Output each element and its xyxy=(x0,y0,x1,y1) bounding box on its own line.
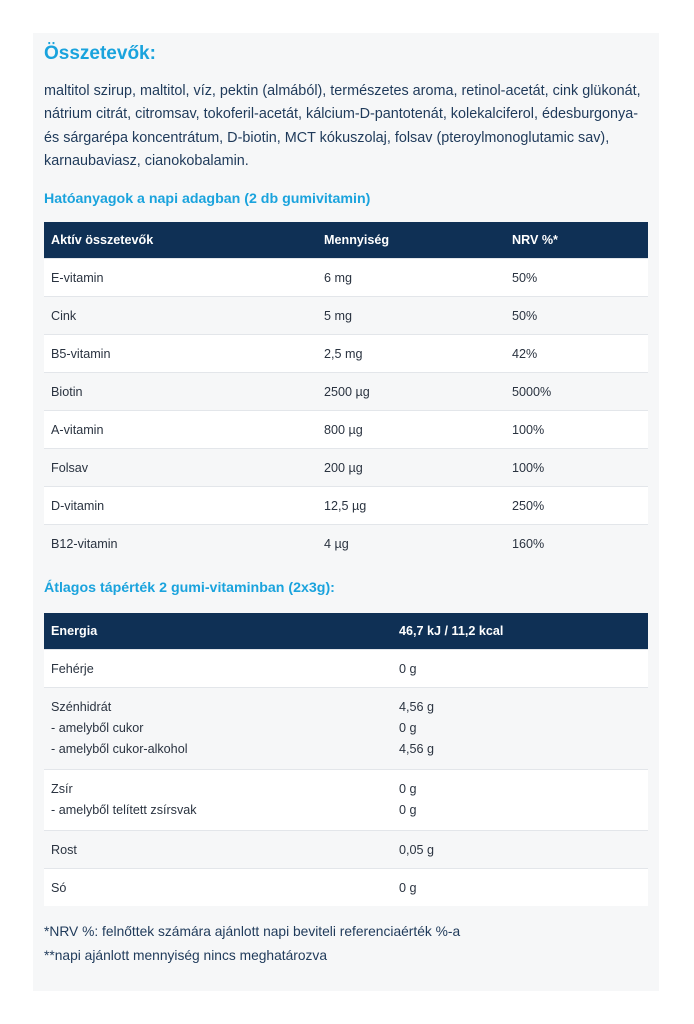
nutrient-label-line: Só xyxy=(51,880,67,895)
table-row xyxy=(44,373,648,411)
nutrient-label-line: - amelyből cukor xyxy=(51,721,144,736)
table-header-row xyxy=(44,222,648,259)
table-row xyxy=(44,259,648,297)
nutrient-value-line: 0 g xyxy=(399,803,417,818)
nutrient-label xyxy=(44,650,392,688)
footnote-nrv: *NRV %: felnőttek számára ajánlott napi beviteli referenciaérték %-a xyxy=(44,924,461,940)
nutrient-label xyxy=(44,770,392,831)
nutrient-value xyxy=(392,770,648,831)
nutrition-table xyxy=(44,613,648,906)
ingredient-name: A-vitamin xyxy=(44,411,317,449)
ingredient-nrv: 100% xyxy=(505,411,648,449)
nutrient-value-line: 4,56 g xyxy=(399,700,435,715)
nutrient-label-line: - amelyből telített zsírsvak xyxy=(51,803,197,818)
ingredient-quantity: 6 mg xyxy=(317,259,505,297)
table-row xyxy=(44,335,648,373)
energy-value: 46,7 kJ / 11,2 kcal xyxy=(392,613,648,650)
footnotes xyxy=(44,920,648,968)
ingredient-nrv: 100% xyxy=(505,449,648,487)
ingredient-name: Cink xyxy=(44,297,317,335)
ingredient-name: B5-vitamin xyxy=(44,335,317,373)
table-row xyxy=(44,688,648,770)
ingredients-text: maltitol szirup, maltitol, víz, pektin (almából), természetes aroma, retinol-acetát, cink glükonát, nátrium citrát, citromsav, tokoferil-acetát, kálcium-D-pantotenát, kolekalciferol, édesburgonya- és sárgarépa koncentrátum, D-biotin, MCT kókuszolaj, folsav (pteroylmonoglutamic sav), karnaubaviasz, cianokobalamin. xyxy=(44,83,641,169)
ingredient-quantity: 2500 µg xyxy=(317,373,505,411)
column-header-ingredient: Aktív összetevők xyxy=(44,222,317,259)
active-ingredients-table xyxy=(44,222,648,562)
active-ingredients-heading: Hatóanyagok a napi adagban (2 db gumivitamin) xyxy=(44,191,371,208)
nutrient-value xyxy=(392,869,648,907)
column-header-nrv: NRV %* xyxy=(505,222,648,259)
ingredient-quantity: 4 µg xyxy=(317,525,505,563)
nutrient-value xyxy=(392,650,648,688)
ingredient-name: D-vitamin xyxy=(44,487,317,525)
nutrient-value-line: 0 g xyxy=(399,721,417,736)
nutrient-value-line: 0 g xyxy=(399,782,417,797)
nutrient-label-line: Szénhidrát xyxy=(51,700,112,715)
nutrient-label-line: - amelyből cukor-alkohol xyxy=(51,742,188,757)
nutrition-heading: Átlagos tápérték 2 gumi-vitaminban (2x3g): xyxy=(44,580,335,597)
nutrient-value-line: 0 g xyxy=(399,661,417,676)
nutrient-value xyxy=(392,831,648,869)
ingredient-nrv: 42% xyxy=(505,335,648,373)
table-row xyxy=(44,831,648,869)
ingredient-quantity: 800 µg xyxy=(317,411,505,449)
ingredient-quantity: 12,5 µg xyxy=(317,487,505,525)
ingredient-nrv: 5000% xyxy=(505,373,648,411)
ingredient-quantity: 2,5 mg xyxy=(317,335,505,373)
ingredient-quantity: 200 µg xyxy=(317,449,505,487)
ingredient-name: Biotin xyxy=(44,373,317,411)
ingredient-name: B12-vitamin xyxy=(44,525,317,563)
table-row xyxy=(44,411,648,449)
ingredient-quantity: 5 mg xyxy=(317,297,505,335)
table-row xyxy=(44,770,648,831)
ingredient-name: E-vitamin xyxy=(44,259,317,297)
table-row xyxy=(44,487,648,525)
table-row xyxy=(44,650,648,688)
nutrient-label xyxy=(44,688,392,770)
table-row xyxy=(44,525,648,563)
nutrient-value xyxy=(392,688,648,770)
nutrient-value-line: 0 g xyxy=(399,880,417,895)
nutrient-label-line: Fehérje xyxy=(51,661,94,676)
footnote-undefined: **napi ajánlott mennyiség nincs meghatározva xyxy=(44,948,328,964)
nutrient-label xyxy=(44,869,392,907)
nutrient-label-line: Zsír xyxy=(51,782,73,797)
ingredient-nrv: 250% xyxy=(505,487,648,525)
nutrient-value-line: 4,56 g xyxy=(399,742,435,757)
ingredient-name: Folsav xyxy=(44,449,317,487)
nutrient-label-line: Rost xyxy=(51,842,77,857)
ingredient-nrv: 160% xyxy=(505,525,648,563)
table-header-row xyxy=(44,613,648,650)
ingredient-nrv: 50% xyxy=(505,297,648,335)
ingredient-nrv: 50% xyxy=(505,259,648,297)
table-row xyxy=(44,449,648,487)
nutrient-value-line: 0,05 g xyxy=(399,842,435,857)
ingredients-title: Összetevők: xyxy=(44,43,156,64)
table-row xyxy=(44,869,648,907)
nutrient-label xyxy=(44,831,392,869)
table-row xyxy=(44,297,648,335)
column-header-quantity: Mennyiség xyxy=(317,222,505,259)
product-details xyxy=(44,40,648,968)
energy-label: Energia xyxy=(44,613,392,650)
